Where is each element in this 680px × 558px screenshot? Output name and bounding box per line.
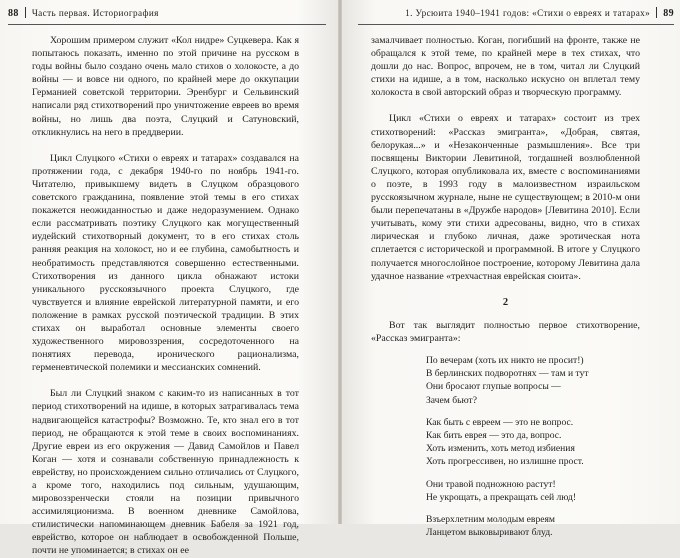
poem-line: Хоть прогрессивен, но излишне прост.: [426, 456, 584, 468]
poem-intro-paragraph: Вот так выглядит полностью первое стихотворение, «Рассказ эмигранта»:: [371, 319, 640, 344]
poem-line: Взъерхлетним молодым евреям: [426, 514, 555, 525]
paragraph: замалчивает полностью. Коган, погибший на фронте, также не обращался к этой теме, по крайней мере в тех стихах, что дошли до нас. Вопрос, впрочем, не в том, читал ли Слуцкий стихи на идише, а в том, насколько искусно он вплетал тему холокоста в свой авторский образ и творческую программу.: [371, 35, 640, 99]
poem-line: Как быть с евреем — это не вопрос.: [426, 416, 574, 428]
poem-stanza: [426, 478, 640, 504]
right-page-number: 89: [663, 8, 674, 19]
right-header-rule: [358, 24, 674, 25]
right-body-text: [371, 34, 640, 548]
left-page: [0, 0, 338, 557]
poem-stanza: [426, 354, 640, 407]
right-running-head-text: 1. Урсюита 1940–1941 годов: «Стихи о евреях и татарах»: [405, 8, 651, 18]
left-body-text: [32, 34, 299, 558]
poem-stanza: [426, 513, 640, 539]
poem-line: Зачем бьют?: [426, 394, 477, 406]
left-running-head-text: Часть первая. Историография: [31, 8, 159, 18]
poem-line: Они бросают глупые вопросы —: [426, 381, 561, 393]
header-divider: [656, 7, 657, 18]
right-running-head: [360, 7, 674, 23]
poem-line: По вечерам (хоть их никто не просит!): [426, 354, 584, 366]
paragraph: Был ли Слуцкий знаком с каким-то из написанных в тот период стихотворений на идише, в которых затрагивалась тема надвигающейся катастрофы? Возможно. Те, кто знал его в тот период, не обращаются к этой теме в своих воспоминаниях. Другие евреи из его окружения — Давид Самойлов и Павел Коган — хотя и сознавали собственную принадлежность к еврейству, но происхождением сильно отличались от Слуцкого, а кроме того, находились под сильным, удушающим, мировоззренчески стояли на позиции привычного ассимиляционизма. В военном дневнике Самойлова, стилистически напоминающем дневник Бабеля за 1921 год, еврейство, которое он наблюдает в освобожденной Польше, почти не упоминается; в стихах он ее: [32, 388, 299, 557]
poem-line: Они травой подножною растут!: [426, 478, 556, 490]
paragraph: Цикл Слуцкого «Стихи о евреях и татарах» создавался на протяжении года, с декабря 1940-го по ноябрь 1941-го. Читателю, привыкшему видеть в Слуцком образцового советского гражданина, появление этой темы в его стихах покажется неожиданностью и даже недоразумением. Однако если рассматривать поэтику Слуцкого как могущественный иудейский стихотворный документ, то в его стихах столь ранняя реакция на холокост, но и ее глубина, самобытность и необратимость представляются совершенно естественными. Стихотворения из данного цикла обнажают истоки уникального русскоязычного проекта Слуцкого, где чувствуется и влияние еврейской литературной памяти, и его положение в рамках русской поэтической традиции. В этих стихах он выработал основные элементы своего художественного мировоззрения, сосредоточенного на понятиях перевода, иронического рационализма, герменевтической полемики и мессианских сомнений.: [32, 152, 299, 374]
poem-line: Не укрощать, а прекращать сей люд!: [426, 491, 577, 503]
poem-line: Ланцетом выковыривают блуд.: [426, 527, 553, 539]
left-page-number: 88: [8, 8, 19, 19]
poem-line: Хоть изменить, хоть метод избиения: [426, 443, 575, 455]
header-divider: [25, 7, 26, 18]
poem-line: Как бить еврея — это да, вопрос.: [426, 429, 562, 441]
poem: [426, 354, 640, 539]
right-page: [342, 0, 680, 539]
left-running-head: [8, 7, 328, 23]
left-header-rule: [8, 24, 326, 25]
section-number: 2: [502, 296, 509, 308]
paragraph: Хорошим примером служит «Кол нидре» Суцкевера. Как я попытаюсь показать, именно по этой причине на русском в годы войны было создано очень мало стихов о холокосте, а до войны — и вовсе ни одного, по крайней мере до оккупации Германией советской территории. Эренбург и Сельвинский написали ряд стихотворений про уничтожение евреев во время войны, но лишь два поэта, Слуцкий и Сатуновский, откликнулись на него в преддверии.: [32, 35, 299, 138]
poem-line: В берлинских подворотнях — там и тут: [426, 368, 589, 380]
poem-stanza: [426, 416, 640, 469]
paragraph: Цикл «Стихи о евреях и татарах» состоит из трех стихотворений: «Рассказ эмигранта», «Добрая, святая, белорукая...» и «Незаконченные размышления». Все три посвящены Виктории Левитиной, тогдашней возлюбленной Слуцкого, которая опубликовала их, вместе с воспоминаниями о поэте, в 1993 году в малоизвестном израильском русскоязычном журнале, ныне не существующем; в 2010-м они были перепечатаны в «Дружбе народов» [Левитина 2010]. Если учитывать, кому эти стихи адресованы, видно, что в стихах лирическая и глубоко личная, даже эротическая нота сплетается с исторической и программной. В итоге у Слуцкого получается многослойное построение, которому Левитина дала удачное название «трехчастная еврейская сюита».: [371, 113, 640, 282]
